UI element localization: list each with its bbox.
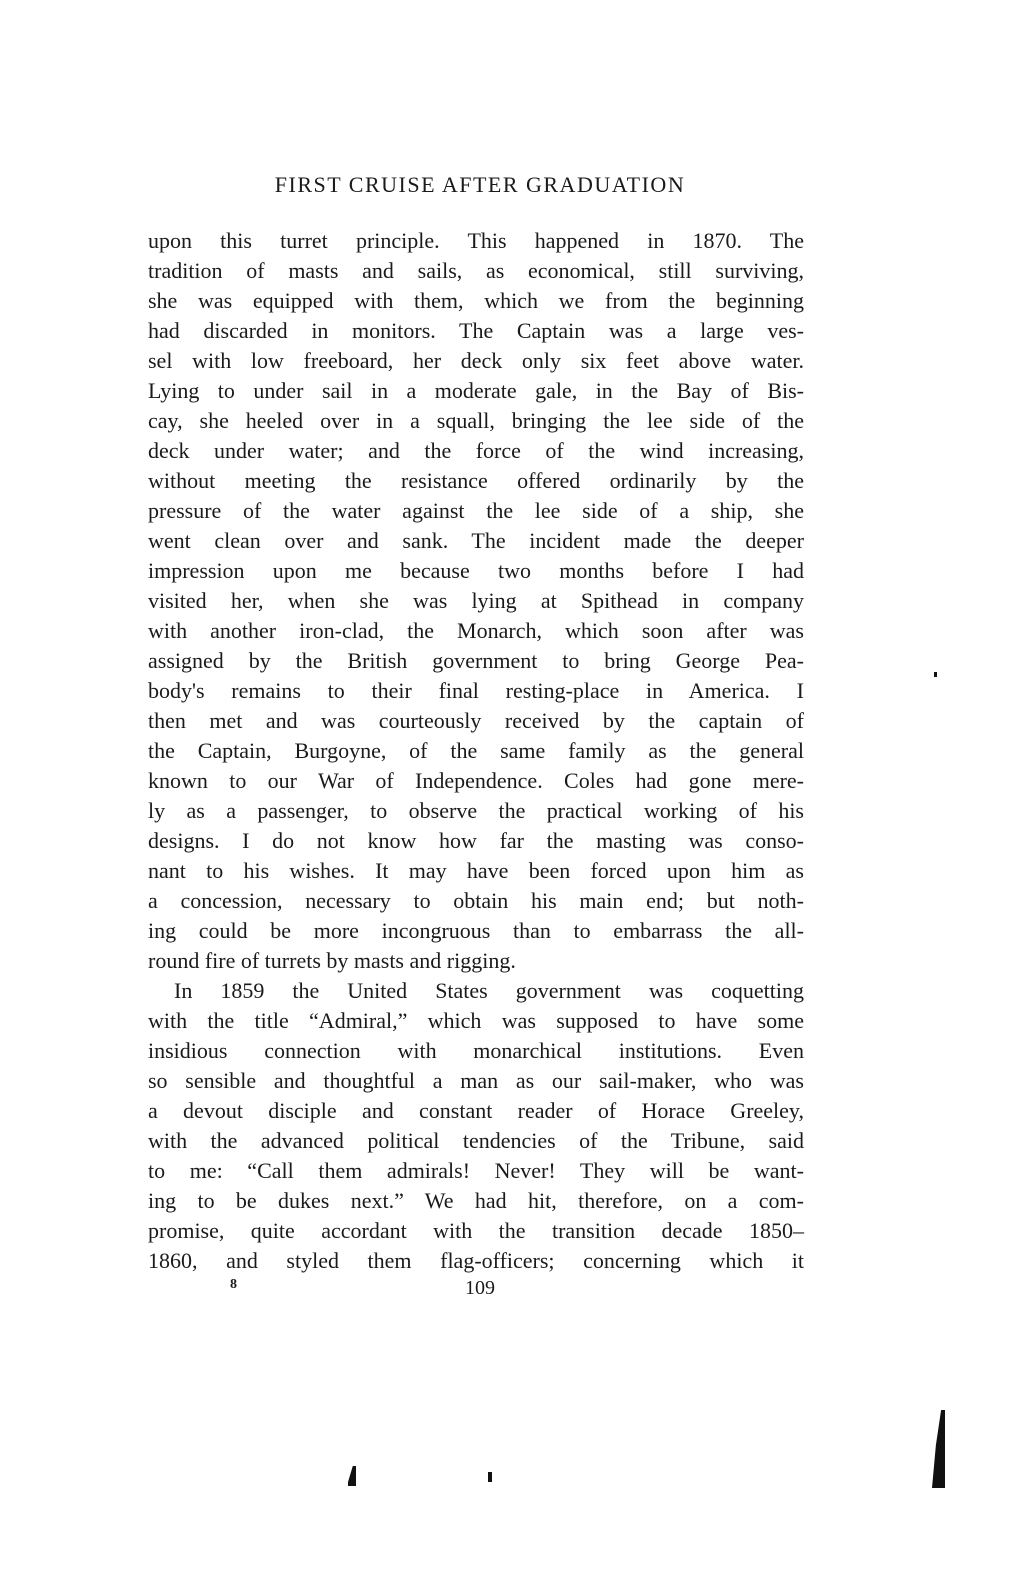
text-line: with the title “Admiral,” which was supposed to have some [148,1008,804,1033]
text-line: had discarded in monitors. The Captain was a large ves- [148,318,804,343]
text-line: so sensible and thoughtful a man as our sail-maker, who was [148,1068,804,1093]
text-line: went clean over and sank. The incident made the deeper [148,528,804,553]
text-line: Lying to under sail in a moderate gale, in the Bay of Bis- [148,378,804,403]
text-line: pressure of the water against the lee side of a ship, she [148,498,804,523]
text-line: the Captain, Burgoyne, of the same family as the general [148,738,804,763]
text-line: assigned by the British government to bring George Pea- [148,648,804,673]
text-line: ly as a passenger, to observe the practical working of his [148,798,804,823]
page-footer [148,1277,812,1303]
text-line: tradition of masts and sails, as economical, still surviving, [148,258,804,283]
text-line: cay, she heeled over in a squall, bringing the lee side of the [148,408,804,433]
text-line: sel with low freeboard, her deck only six feet above water. [148,348,804,373]
text-line: ing could be more incongruous than to embarrass the all- [148,918,804,943]
text-line: insidious connection with monarchical institutions. Even [148,1038,804,1063]
text-line: ing to be dukes next.” We had hit, therefore, on a com- [148,1188,804,1213]
text-line: impression upon me because two months before I had [148,558,804,583]
text-line: with another iron-clad, the Monarch, which soon after was [148,618,804,643]
text-line: deck under water; and the force of the wind increasing, [148,438,804,463]
text-line: designs. I do not know how far the masting was conso- [148,828,804,853]
scan-artifact-mark [932,1410,945,1488]
text-line: promise, quite accordant with the transition decade 1850– [148,1218,804,1243]
text-line: then met and was courteously received by the captain of [148,708,804,733]
running-head: FIRST CRUISE AFTER GRADUATION [274,172,686,197]
paragraph-end-line: round fire of turrets by masts and rigging. [148,948,516,973]
text-line: to me: “Call them admirals! Never! They will be want- [148,1158,804,1183]
scan-speck [488,1472,492,1482]
text-line: body's remains to their final resting-place in America. I [148,678,804,703]
text-line: with the advanced political tendencies of the Tribune, said [148,1128,804,1153]
page-number: 109 [465,1277,495,1299]
scan-artifact-mark [348,1466,356,1486]
text-line: known to our War of Independence. Coles had gone mere- [148,768,804,793]
paragraph-start-line: In 1859 the United States government was coquetting [174,978,804,1003]
text-line: 1860, and styled them flag-officers; concerning which it [148,1248,804,1273]
text-line: visited her, when she was lying at Spithead in company [148,588,804,613]
signature-mark: 8 [230,1277,237,1292]
text-line: a devout disciple and constant reader of Horace Greeley, [148,1098,804,1123]
scan-speck [934,672,937,677]
text-line: nant to his wishes. It may have been forced upon him as [148,858,804,883]
text-line: she was equipped with them, which we from the beginning [148,288,804,313]
text-line: a concession, necessary to obtain his main end; but noth- [148,888,804,913]
text-line: without meeting the resistance offered ordinarily by the [148,468,804,493]
body-text [148,226,804,1276]
text-line: upon this turret principle. This happened in 1870. The [148,228,804,253]
